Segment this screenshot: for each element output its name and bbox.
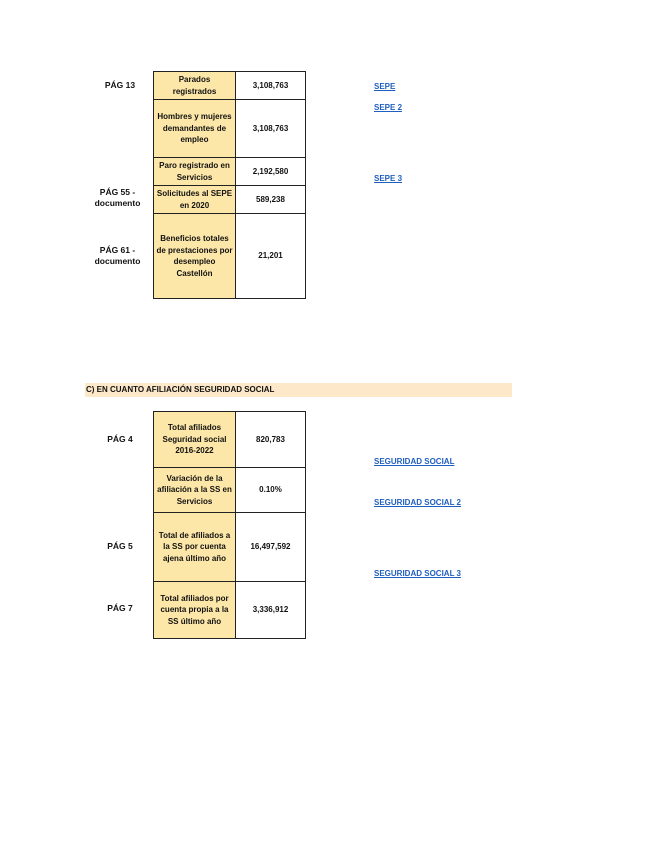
row-label: Parados registrados bbox=[154, 72, 236, 100]
table-row bbox=[154, 100, 306, 158]
page-label-5: PÁG 5 bbox=[107, 541, 133, 551]
table-row bbox=[154, 158, 306, 186]
table-row bbox=[154, 214, 306, 299]
row-value: 16,497,592 bbox=[236, 513, 306, 582]
link-seguridad-social[interactable]: SEGURIDAD SOCIAL bbox=[374, 457, 455, 466]
page-label-13: PÁG 13 bbox=[104, 80, 136, 90]
row-label: Total afiliados por cuenta propia a la SS último año bbox=[154, 582, 236, 639]
row-value: 3,336,912 bbox=[236, 582, 306, 639]
row-value: 21,201 bbox=[236, 214, 306, 299]
row-value: 589,238 bbox=[236, 186, 306, 214]
table-row bbox=[154, 186, 306, 214]
row-label: Total afiliados Seguridad social 2016-2022 bbox=[154, 412, 236, 468]
row-value: 820,783 bbox=[236, 412, 306, 468]
row-value: 2,192,580 bbox=[236, 158, 306, 186]
link-seguridad-social-3[interactable]: SEGURIDAD SOCIAL 3 bbox=[374, 569, 461, 578]
row-value: 3,108,763 bbox=[236, 100, 306, 158]
affiliation-table bbox=[153, 411, 306, 639]
link-sepe-3[interactable]: SEPE 3 bbox=[374, 174, 403, 183]
table-row bbox=[154, 582, 306, 639]
table-row bbox=[154, 72, 306, 100]
row-label: Paro registrado en Servicios bbox=[154, 158, 236, 186]
row-label: Hombres y mujeres demandantes de empleo bbox=[154, 100, 236, 158]
row-label: Beneficios totales de prestaciones por desempleo Castellón bbox=[154, 214, 236, 299]
row-value: 3,108,763 bbox=[236, 72, 306, 100]
table-row bbox=[154, 513, 306, 582]
link-seguridad-social-2[interactable]: SEGURIDAD SOCIAL 2 bbox=[374, 498, 461, 507]
page-label-61: PÁG 61 - documento bbox=[94, 245, 141, 266]
page-label-4: PÁG 4 bbox=[107, 434, 133, 444]
row-label: Solicitudes al SEPE en 2020 bbox=[154, 186, 236, 214]
table-row bbox=[154, 468, 306, 513]
link-sepe-2[interactable]: SEPE 2 bbox=[374, 103, 403, 112]
link-sepe[interactable]: SEPE bbox=[374, 82, 396, 91]
table-row bbox=[154, 412, 306, 468]
section-title: C) EN CUANTO AFILIACIÓN SEGURIDAD SOCIAL bbox=[85, 383, 512, 397]
page-label-7: PÁG 7 bbox=[107, 603, 133, 613]
row-value: 0.10% bbox=[236, 468, 306, 513]
page-label-55: PÁG 55 - documento bbox=[94, 187, 141, 208]
row-label: Variación de la afiliación a la SS en Servicios bbox=[154, 468, 236, 513]
row-label: Total de afiliados a la SS por cuenta ajena último año bbox=[154, 513, 236, 582]
unemployment-table bbox=[153, 71, 306, 299]
